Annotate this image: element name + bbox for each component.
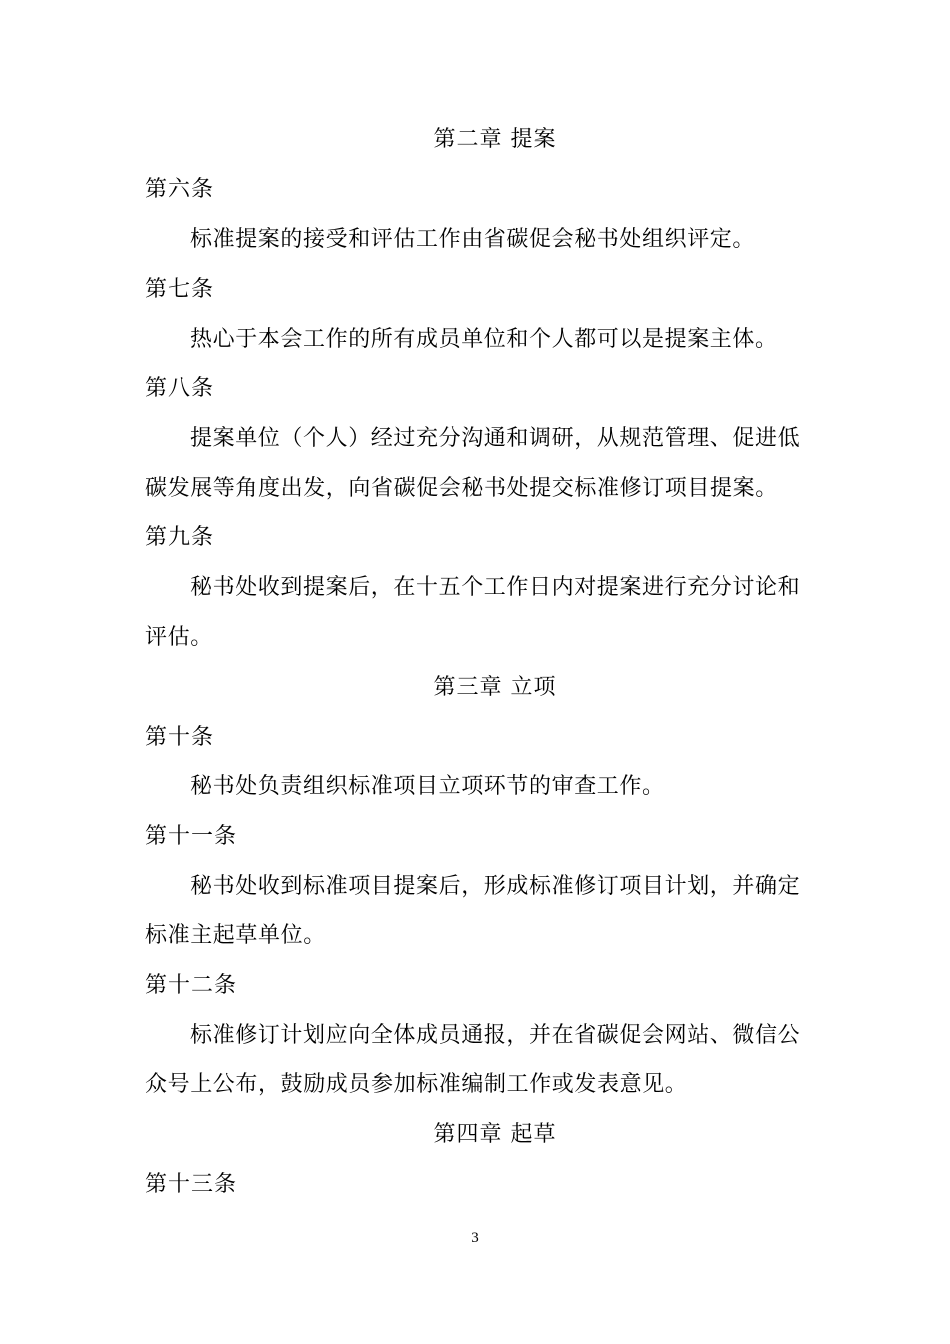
article-paragraph: 标准提案的接受和评估工作由省碳促会秘书处组织评定。 [190, 227, 756, 252]
article-paragraph-continued: 众号上公布，鼓励成员参加标准编制工作或发表意见。 [145, 1072, 688, 1097]
article-title: 第九条 [145, 525, 215, 550]
article-paragraph: 标准修订计划应向全体成员通报，并在省碳促会网站、微信公 [190, 1023, 801, 1048]
chapter-heading: 第四章 起草 [433, 1122, 557, 1147]
article-paragraph-continued: 评估。 [145, 625, 213, 650]
article-paragraph-continued: 碳发展等角度出发，向省碳促会秘书处提交标准修订项目提案。 [145, 476, 778, 501]
chapter-heading: 第二章 提案 [433, 127, 557, 152]
article-title: 第八条 [145, 376, 215, 401]
chapter-heading: 第三章 立项 [433, 675, 557, 700]
article-paragraph: 秘书处收到标准项目提案后，形成标准修订项目计划，并确定 [190, 874, 801, 899]
article-paragraph: 秘书处负责组织标准项目立项环节的审查工作。 [190, 774, 665, 799]
page-number: 3 [471, 1230, 479, 1246]
article-paragraph-continued: 标准主起草单位。 [145, 923, 326, 948]
article-title: 第十三条 [145, 1172, 238, 1197]
article-title: 第十一条 [145, 824, 238, 849]
article-title: 第十二条 [145, 973, 238, 998]
article-title: 第七条 [145, 277, 215, 302]
article-title: 第十条 [145, 725, 215, 750]
article-title: 第六条 [145, 177, 215, 202]
article-paragraph: 热心于本会工作的所有成员单位和个人都可以是提案主体。 [190, 327, 778, 352]
article-paragraph: 提案单位（个人）经过充分沟通和调研，从规范管理、促进低 [190, 426, 801, 451]
article-paragraph: 秘书处收到提案后，在十五个工作日内对提案进行充分讨论和 [190, 575, 801, 600]
